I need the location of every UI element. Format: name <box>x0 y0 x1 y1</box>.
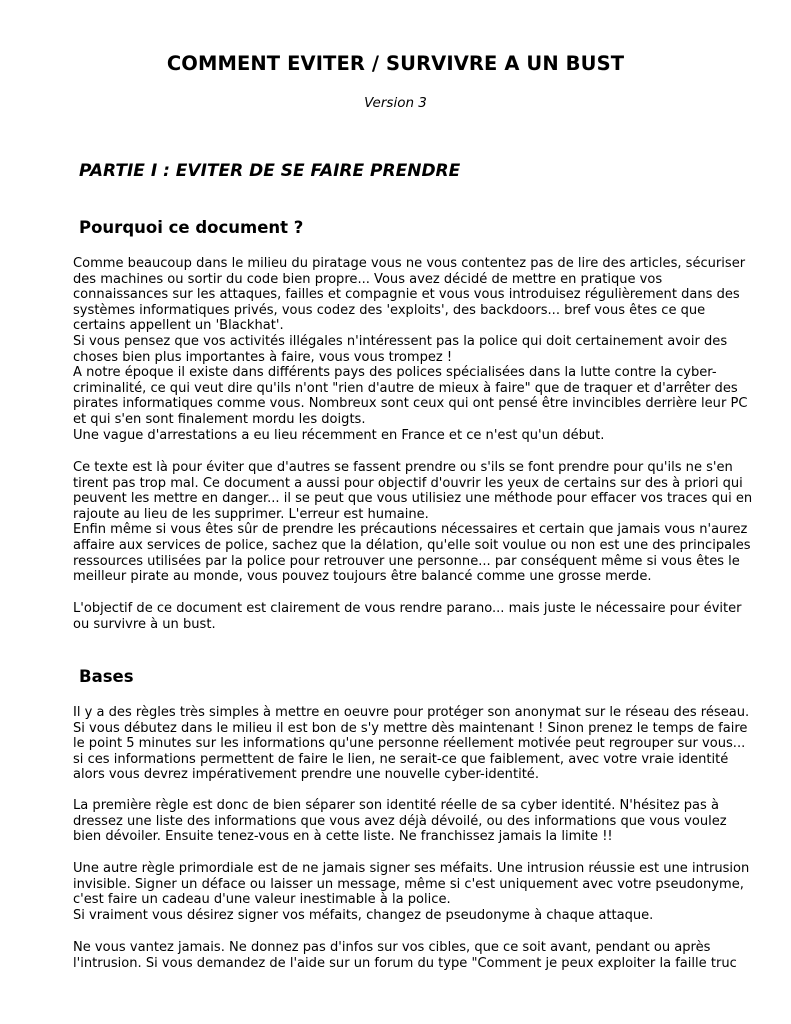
text-line: rajoute au lieu de les supprimer. L'erreur est humaine. <box>73 506 429 522</box>
paragraph <box>73 460 763 585</box>
text-line: Si vous pensez que vos activités illégales n'intéressent pas la police qui doit certainement avoir des <box>73 333 728 349</box>
text-line: criminalité, ce qui veut dire qu'ils n'ont "rien d'autre de mieux à faire" que de traquer et d'arrêter des <box>73 380 738 396</box>
text-line: connaissances sur les attaques, failles et compagnie et vous vous introduisez régulièrement dans des <box>73 287 740 303</box>
paragraph <box>73 601 763 632</box>
text-line: Si vous débutez dans le milieu il est bon de s'y mettre dès maintenant ! Sinon prenez le temps de faire <box>73 720 748 736</box>
text-line: c'est faire un cadeau d'une valeur inestimable à la police. <box>73 892 451 908</box>
text-line: Il y a des règles très simples à mettre en oeuvre pour protéger son anonymat sur le réseau des réseau. <box>73 705 750 720</box>
document-title: COMMENT EVITER / SURVIVRE A UN BUST <box>166 52 625 75</box>
text-line: le point 5 minutes sur les informations qu'une personne réellement motivée peut regrouper sur vous... <box>73 736 746 752</box>
text-line: ou survivre à un bust. <box>73 616 216 632</box>
text-line: Si vraiment vous désirez signer vos méfaits, changez de pseudonyme à chaque attaque. <box>73 907 654 923</box>
text-line: Une vague d'arrestations a eu lieu récemment en France et ce n'est qu'un début. <box>73 427 605 443</box>
text-line: systèmes informatiques privés, vous codez des 'exploits', des backdoors... bref vous êtes ce que <box>73 302 706 318</box>
paragraph <box>73 940 763 971</box>
text-line: l'intrusion. Si vous demandez de l'aide sur un forum du type "Comment je peux exploiter la faille truc <box>73 955 737 971</box>
text-line: si ces informations permettent de faire le lien, ne serait-ce que faiblement, avec votre vraie identité <box>73 751 729 767</box>
text-line: ressources utilisées par la police pour retrouver une personne... par conséquent même si vous êtes le <box>73 553 740 569</box>
text-line: Enfin même si vous êtes sûr de prendre les précautions nécessaires et certain que jamais vous n'aurez <box>73 522 748 538</box>
text-line: pirates informatiques comme vous. Nombreux sont ceux qui ont pensé être invincibles derrière leur PC <box>73 396 748 412</box>
paragraph <box>73 861 763 923</box>
section-heading-bases: Bases <box>79 667 134 686</box>
text-line: A notre époque il existe dans différents pays des polices spécialisées dans la lutte contre la cyber- <box>73 365 717 381</box>
text-line: choses bien plus importantes à faire, vous vous trompez ! <box>73 349 453 365</box>
text-line: Ne vous vantez jamais. Ne donnez pas d'infos sur vos cibles, que ce soit avant, pendant ou après <box>73 940 711 955</box>
text-line: tirent pas trop mal. Ce document a aussi pour objectif d'ouvrir les yeux de certains sur des à priori qui <box>73 475 743 491</box>
text-line: des machines ou sortir du code bien propre... Vous avez décidé de mettre en pratique vos <box>73 271 663 287</box>
text-line: La première règle est donc de bien séparer son identité réelle de sa cyber identité. N'hésitez pas à <box>73 798 719 813</box>
text-line: alors vous devrez impérativement prendre une nouvelle cyber-identité. <box>73 767 539 783</box>
part-title: PARTIE I : EVITER DE SE FAIRE PRENDRE <box>79 161 461 181</box>
paragraph <box>73 705 763 783</box>
text-line: certains appellent un 'Blackhat'. <box>73 318 284 334</box>
text-line: bien dévoiler. Ensuite tenez-vous en à cette liste. Ne franchissez jamais la limite !! <box>73 829 613 845</box>
text-line: Une autre règle primordiale est de ne jamais signer ses méfaits. Une intrusion réussie est une intrusion <box>73 861 750 876</box>
paragraph <box>73 798 763 845</box>
document-version: Version 3 <box>364 95 427 111</box>
text-line: L'objectif de ce document est clairement de vous rendre parano... mais juste le nécessaire pour éviter <box>73 601 742 616</box>
section-heading-pourquoi: Pourquoi ce document ? <box>79 218 304 237</box>
paragraph <box>73 256 763 443</box>
text-line: Ce texte est là pour éviter que d'autres se fassent prendre ou s'ils se font prendre pour qu'ils ne s'en <box>73 460 733 475</box>
text-line: dressez une liste des informations que vous avez déjà dévoilé, ou des informations que vous voulez <box>73 813 727 829</box>
text-line: Comme beaucoup dans le milieu du piratage vous ne vous contentez pas de lire des articles, sécuriser <box>73 256 746 271</box>
text-line: et qui s'en sont finalement mordu les doigts. <box>73 411 366 427</box>
text-line: invisible. Signer un déface ou laisser un message, même si c'est uniquement avec votre pseudonyme, <box>73 876 744 892</box>
text-line: peuvent les mettre en danger... il se peut que vous utilisiez une méthode pour effacer vos traces qui en <box>73 491 753 507</box>
text-line: affaire aux services de police, sachez que la délation, qu'elle soit voulue ou non est une des principales <box>73 537 751 553</box>
text-line: meilleur pirate au monde, vous pouvez toujours être balancé comme une grosse merde. <box>73 569 652 585</box>
